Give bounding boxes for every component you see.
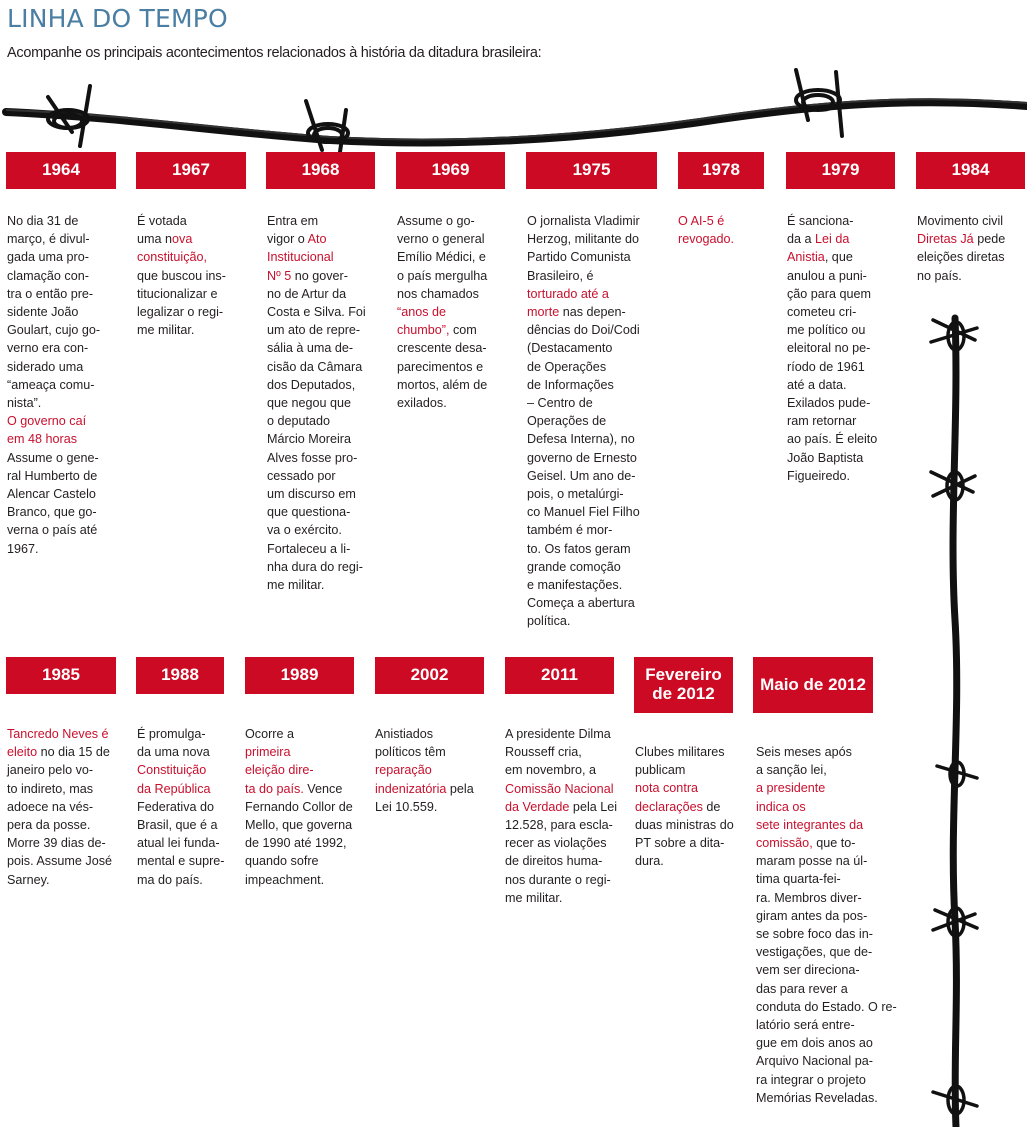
event-line: Herzog, militante do <box>527 232 639 247</box>
event-line: Ocorre a <box>245 727 294 741</box>
year-label-1964: 1964 <box>6 152 116 189</box>
event-line: nos chamados <box>397 286 479 301</box>
event-line: No dia 31 de <box>7 214 79 228</box>
event-line: É votada <box>137 214 187 228</box>
event-line: gada uma pro- <box>7 250 89 265</box>
event-line: que negou que <box>267 396 352 411</box>
event-line: pera da posse. <box>7 818 91 833</box>
year-label-1978: 1978 <box>678 152 764 189</box>
event-line: Alencar Castelo <box>7 487 96 502</box>
event-line: de Informações <box>527 377 614 392</box>
year-label-1975: 1975 <box>526 152 657 189</box>
event-line: da República <box>137 781 211 796</box>
event-line: políticos têm <box>375 745 446 760</box>
event-line: João Baptista <box>787 450 864 465</box>
event-line: uma nova <box>137 232 193 247</box>
event-line: O governo caí <box>7 414 87 429</box>
event-line: vem ser direciona- <box>756 963 860 978</box>
event-line: Diretas Já pede <box>917 232 1006 247</box>
event-line: eleitoral no pe- <box>787 341 871 356</box>
year-label-2011: 2011 <box>505 657 614 694</box>
year-label-1967: 1967 <box>136 152 246 189</box>
event-line: Branco, que go- <box>7 505 97 520</box>
event-line: parecimentos e <box>397 359 484 374</box>
event-line: o deputado <box>267 414 331 429</box>
event-line: vigor o Ato <box>267 232 327 247</box>
event-line: comissão, que to- <box>756 836 856 851</box>
event-text-1964 <box>7 212 100 558</box>
event-line: grande comoção <box>527 559 621 574</box>
event-line: março, é divul- <box>7 232 90 247</box>
event-line: eleito no dia 15 de <box>7 745 110 760</box>
event-line: Movimento civil <box>917 214 1004 228</box>
event-text-1967 <box>137 212 226 339</box>
event-line: de 1990 até 1992, <box>245 836 347 851</box>
event-text-1985 <box>7 725 112 889</box>
event-line: Institucional <box>267 250 334 265</box>
event-line: Morre 39 dias de- <box>7 836 106 851</box>
event-line: Goulart, cujo go- <box>7 323 101 338</box>
event-line: recer as violações <box>505 836 607 851</box>
event-line: O jornalista Vladimir <box>527 214 640 228</box>
event-line: ram retornar <box>787 414 857 429</box>
event-line: ral Humberto de <box>7 468 98 483</box>
event-line: Tancredo Neves é <box>7 727 109 741</box>
event-line: conduta do Estado. O re- <box>756 999 897 1014</box>
event-line: crescente desa- <box>397 341 487 356</box>
event-line: me político ou <box>787 323 866 338</box>
event-line: eleição dire- <box>245 763 314 778</box>
event-line: to. Os fatos geram <box>527 541 631 556</box>
event-line: publicam <box>635 763 686 778</box>
event-line: um discurso em <box>267 487 356 502</box>
event-line: tra o então pre- <box>7 286 94 301</box>
event-line: que questiona- <box>267 505 351 520</box>
event-line: Figueiredo. <box>787 468 851 483</box>
event-line: eleições diretas <box>917 250 1005 265</box>
event-line: latório será entre- <box>756 1018 855 1033</box>
event-line: reparação <box>375 763 432 778</box>
event-line: em 48 horas <box>7 432 78 447</box>
event-line: 1967. <box>7 541 39 556</box>
event-line: cessado por <box>267 468 336 483</box>
year-label-maio-2012: Maio de 2012 <box>753 657 873 713</box>
event-line: Lei 10.559. <box>375 799 438 814</box>
event-line: nota contra <box>635 781 699 796</box>
event-line: 12.528, para escla- <box>505 818 613 833</box>
event-line: siderado uma <box>7 359 84 374</box>
year-label-1968: 1968 <box>266 152 375 189</box>
event-line: (Destacamento <box>527 341 613 356</box>
event-line: Comissão Nacional <box>505 781 614 796</box>
event-line: Assume o go- <box>397 214 475 228</box>
event-line: Costa e Silva. Foi <box>267 305 366 320</box>
event-line: indenizatória pela <box>375 781 474 796</box>
event-line: nha dura do regi- <box>267 559 363 574</box>
event-text-maio-2012 <box>756 743 897 1107</box>
event-line: titucionalizar e <box>137 286 218 301</box>
event-line: da uma nova <box>137 745 210 760</box>
event-line: Começa a abertura <box>527 596 635 611</box>
year-label-1969: 1969 <box>396 152 505 189</box>
event-line: e manifestações. <box>527 578 623 593</box>
event-line: indica os <box>756 799 806 814</box>
year-label-1988: 1988 <box>136 657 224 694</box>
event-line: to indireto, mas <box>7 781 94 796</box>
event-line: anulou a puni- <box>787 268 867 283</box>
event-line: nista”. <box>7 396 42 411</box>
barbed-wire-vertical-icon <box>925 300 985 1127</box>
event-line: janeiro pelo vo- <box>7 763 94 778</box>
event-line: me militar. <box>267 578 325 593</box>
event-line: Sarney. <box>7 872 50 887</box>
event-line: também é mor- <box>527 523 613 538</box>
event-line: sidente João <box>7 305 79 320</box>
year-label-1989: 1989 <box>245 657 354 694</box>
event-line: co Manuel Fiel Filho <box>527 505 640 520</box>
event-line: primeira <box>245 745 291 760</box>
event-line: se sobre foco das in- <box>756 927 873 942</box>
event-line: até a data. <box>787 377 847 392</box>
event-line: giram antes da pos- <box>756 908 868 923</box>
event-line: da a Lei da <box>787 232 850 247</box>
event-line: ta do país. Vence <box>245 781 343 796</box>
event-line: que buscou ins- <box>137 268 226 283</box>
event-line: me militar. <box>137 323 195 338</box>
event-line: me militar. <box>505 890 563 905</box>
event-line: política. <box>527 614 571 629</box>
event-line: Mello, que governa <box>245 818 353 833</box>
event-line: no de Artur da <box>267 286 347 301</box>
event-line: Nº 5 no gover- <box>267 268 348 283</box>
event-line: Geisel. Um ano de- <box>527 468 636 483</box>
event-line: dências do Doi/Codi <box>527 323 640 338</box>
event-line: pois, o metalúrgi- <box>527 487 624 502</box>
event-line: cisão da Câmara <box>267 359 363 374</box>
event-line: Assume o gene- <box>7 450 99 465</box>
year-label-fevereiro-2012: Fevereiro de 2012 <box>634 657 733 713</box>
event-line: dos Deputados, <box>267 377 356 392</box>
event-line: mental e supre- <box>137 854 225 869</box>
event-text-1989 <box>245 725 353 889</box>
year-label-1979: 1979 <box>786 152 895 189</box>
event-line: Alves fosse pro- <box>267 450 358 465</box>
event-line: vestigações, que de- <box>756 945 873 960</box>
event-text-2011 <box>505 725 617 907</box>
event-line: Entra em <box>267 214 319 228</box>
event-line: ção para quem <box>787 286 872 301</box>
event-line: É sanciona- <box>787 214 854 228</box>
event-text-1984 <box>917 212 1005 285</box>
event-line: Emílio Médici, e <box>397 250 486 265</box>
event-line: – Centro de <box>527 396 593 411</box>
event-line: Constituição <box>137 763 207 778</box>
event-line: Brasil, que é a <box>137 818 218 833</box>
event-line: ra. Membros diver- <box>756 890 862 905</box>
event-line: pois. Assume José <box>7 854 112 869</box>
event-line: Brasileiro, é <box>527 268 594 283</box>
event-line: duas ministras do <box>635 817 734 832</box>
event-line: clamação con- <box>7 268 89 283</box>
event-line: no país. <box>917 268 962 283</box>
event-line: “ameaça comu- <box>7 377 95 392</box>
event-line: Exilados pude- <box>787 396 871 411</box>
event-text-1975 <box>527 212 640 631</box>
event-line: da Verdade pela Lei <box>505 799 618 814</box>
event-line: Anistiados <box>375 727 434 741</box>
event-line: gue em dois anos ao <box>756 1036 873 1051</box>
event-line: Operações de <box>527 414 607 429</box>
event-text-2002 <box>375 725 474 816</box>
event-line: Clubes militares <box>635 745 725 759</box>
event-line: dura. <box>635 854 664 869</box>
page-title: LINHA DO TEMPO <box>7 4 228 33</box>
event-line: sete integrantes da <box>756 817 864 832</box>
event-line: impeachment. <box>245 872 325 887</box>
event-line: ma do país. <box>137 872 203 887</box>
event-line: tima quarta-fei- <box>756 872 841 887</box>
event-line: o país mergulha <box>397 268 488 283</box>
year-label-2002: 2002 <box>375 657 484 694</box>
event-line: nos durante o regi- <box>505 872 611 887</box>
event-line: Anistia, que <box>787 250 853 265</box>
page-subtitle: Acompanhe os principais acontecimentos relacionados à história da ditadura brasileira: <box>7 45 542 61</box>
event-line: Arquivo Nacional pa- <box>756 1054 873 1069</box>
event-line: PT sobre a dita- <box>635 836 725 851</box>
event-line: É promulga- <box>137 727 206 741</box>
event-line: ao país. É eleito <box>787 432 878 447</box>
event-line: adoece na vés- <box>7 799 94 814</box>
event-line: Seis meses após <box>756 745 852 759</box>
event-text-fevereiro-2012 <box>635 743 734 870</box>
event-line: governo de Ernesto <box>527 450 637 465</box>
event-line: de direitos huma- <box>505 854 603 869</box>
event-line: atual lei funda- <box>137 836 220 851</box>
barbed-wire-horizontal-icon <box>0 60 1027 160</box>
event-text-1968 <box>267 212 366 594</box>
event-line: de Operações <box>527 359 607 374</box>
event-text-1979 <box>787 212 877 485</box>
event-line: morte nas depen- <box>527 305 626 320</box>
event-line: ríodo de 1961 <box>787 359 865 374</box>
event-line: verno era con- <box>7 341 89 356</box>
event-line: quando sofre <box>245 854 319 869</box>
event-text-1988 <box>137 725 225 889</box>
event-line: Fortaleceu a li- <box>267 541 351 556</box>
event-line: Partido Comunista <box>527 250 631 265</box>
event-line: A presidente Dilma <box>505 727 611 741</box>
event-line: Márcio Moreira <box>267 432 351 447</box>
event-line: revogado. <box>678 232 735 247</box>
event-line: Rousseff cria, <box>505 745 582 760</box>
event-line: das para rever a <box>756 981 848 996</box>
event-text-1969 <box>397 212 487 412</box>
event-line: sália à uma de- <box>267 341 354 356</box>
event-line: exilados. <box>397 396 447 411</box>
year-label-1984: 1984 <box>916 152 1025 189</box>
event-line: verna o país até <box>7 523 98 538</box>
event-line: Defesa Interna), no <box>527 432 635 447</box>
event-line: “anos de <box>397 305 447 320</box>
event-line: verno o general <box>397 232 485 247</box>
event-line: constituição, <box>137 250 208 265</box>
event-line: legalizar o regi- <box>137 305 224 320</box>
event-line: Federativa do <box>137 799 215 814</box>
event-line: a presidente <box>756 781 826 796</box>
event-line: mortos, além de <box>397 377 488 392</box>
event-line: maram posse na úl- <box>756 854 868 869</box>
event-line: chumbo”, com <box>397 323 477 338</box>
event-line: a sanção lei, <box>756 763 827 778</box>
event-line: va o exército. <box>267 523 342 538</box>
event-line: Memórias Reveladas. <box>756 1090 878 1105</box>
event-line: torturado até a <box>527 286 609 301</box>
event-line: cometeu cri- <box>787 305 857 320</box>
event-line: O AI-5 é <box>678 214 725 228</box>
event-line: declarações de <box>635 799 721 814</box>
event-line: um ato de repre- <box>267 323 361 338</box>
event-line: em novembro, a <box>505 763 596 778</box>
event-line: ra integrar o projeto <box>756 1072 866 1087</box>
year-label-1985: 1985 <box>6 657 116 694</box>
event-text-1978 <box>678 212 734 248</box>
event-line: Fernando Collor de <box>245 799 353 814</box>
